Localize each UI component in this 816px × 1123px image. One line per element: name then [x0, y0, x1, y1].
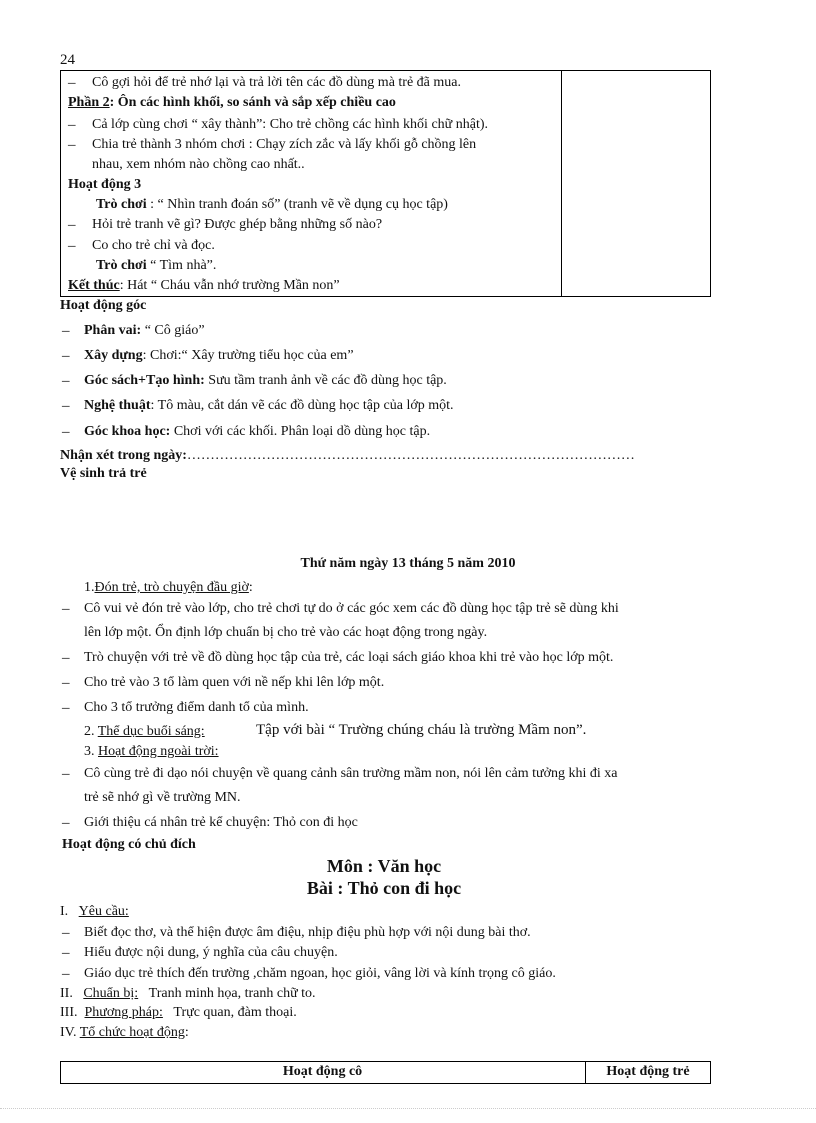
requirements-heading: I. Yêu cầu: [60, 904, 129, 919]
method: III. Phương pháp: Trực quan, đàm thoại. [60, 1005, 297, 1020]
section-1-heading: 1.Đón trẻ, trò chuyện đầu giờ: [84, 580, 253, 595]
day-title: Thứ năm ngày 13 tháng 5 năm 2010 [300, 556, 516, 571]
section-1-item-1: Cô vui vẻ đón trẻ vào lớp, cho trẻ chơi tự do ở các góc xem các đồ dùng học tập trẻ sẽ dùng khi [84, 601, 619, 616]
hygiene: Vệ sinh trả trẻ [60, 466, 147, 481]
section-2-heading: 2. Thể dục buổi sáng: [84, 724, 205, 739]
table-row-3b: nhau, xem nhóm nào chồng cao nhất.. [92, 157, 305, 172]
bottom-table-col-children: Hoạt động trẻ [606, 1064, 690, 1079]
corner-item-building: Xây dựng: Chơi:“ Xây trường tiểu học của em” [84, 348, 354, 363]
table-row-2: Cả lớp cùng chơi “ xây thành”: Cho trẻ chồng các hình khối chữ nhật). [92, 117, 489, 132]
table-row-3: Chia trẻ thành 3 nhóm chơi : Chạy zích zắc và lấy khối gỗ chồng lên [92, 137, 477, 152]
requirement-2: Hiểu được nội dung, ý nghĩa của câu chuyện. [84, 945, 338, 960]
preparation: II. Chuẩn bị: Tranh minh họa, tranh chữ to. [60, 986, 316, 1001]
game-1: Trò chơi : “ Nhìn tranh đoán số” (tranh vẽ về dụng cụ học tập) [96, 197, 448, 212]
section-1-item-2: Trò chuyện với trẻ về đồ dùng học tập của trẻ, các loại sách giáo khoa khi trẻ vào học lớp một. [84, 650, 614, 665]
top-table-divider [561, 70, 562, 296]
organization: IV. Tổ chức hoạt động: [60, 1025, 189, 1040]
corner-item-science: Góc khoa học: Chơi với các khối. Phân loại dồ dùng học tập. [84, 424, 431, 439]
focused-activity-title: Hoạt động có chủ đích [62, 837, 196, 852]
lesson-title: Bài : Thỏ con đi học [306, 878, 462, 898]
section-3-item-1b: trẻ sẽ nhớ gì về trường MN. [84, 790, 241, 805]
section-1-item-4: Cho 3 tổ trưởng điểm danh tổ của mình. [84, 700, 309, 715]
section-2-text: Tập với bài “ Trường chúng cháu là trường Mầm non”. [256, 722, 587, 738]
section-3-item-1: Cô cùng trẻ đi dạo nói chuyện về quang cảnh sân trường mầm non, nói lên cảm tưởng khi đi xa [84, 766, 618, 781]
table-row-1: Cô gợi hỏi để trẻ nhớ lại và trả lời tên các đồ dùng mà trẻ đã mua. [92, 75, 461, 90]
section-3-item-2: Giới thiệu cá nhân trẻ kể chuyện: Thỏ con đi học [84, 815, 358, 830]
corner-item-role-play: Phân vai: “ Cô giáo” [84, 323, 205, 338]
daily-remarks: Nhận xét trong ngày:…………………………………………………………………………………… [60, 448, 635, 463]
page-footer-rule [0, 1108, 816, 1109]
activity-3-heading: Hoạt động 3 [68, 177, 142, 192]
ending: Kết thúc: Hát “ Cháu vẫn nhớ trường Mần non” [68, 278, 340, 293]
section-1-item-1b: lên lớp một. Ổn định lớp chuẩn bị cho trẻ vào các hoạt động trong ngày. [84, 625, 488, 640]
section-3-heading: 3. Hoạt động ngoài trời: [84, 744, 219, 759]
section-1-item-3: Cho trẻ vào 3 tổ làm quen với nề nếp khi lên lớp một. [84, 675, 385, 690]
page-number: 24 [60, 52, 75, 68]
corner-item-books: Góc sách+Tạo hình: Sưu tầm tranh ảnh về các đồ dùng học tập. [84, 373, 447, 388]
corner-item-art: Nghệ thuật: Tô màu, cắt dán vẽ các đồ dùng học tập của lớp một. [84, 398, 454, 413]
subject-title: Môn : Văn học [326, 856, 442, 876]
bottom-table-col-teacher: Hoạt động cô [282, 1064, 363, 1079]
table-row-4: Hỏi trẻ tranh vẽ gì? Được ghép bằng những số nào? [92, 217, 383, 232]
game-2: Trò chơi “ Tìm nhà”. [96, 258, 217, 273]
requirement-1: Biết đọc thơ, và thể hiện được âm điệu, nhịp điệu phù hợp với nội dung bài thơ. [84, 925, 531, 940]
corner-activity-title: Hoạt động góc [60, 298, 147, 313]
page: 24 – Cô gợi hỏi để trẻ nhớ lại và trả lời tên các đồ dùng mà trẻ đã mua. Phần 2: Ôn các hình khối, so sánh và sắp xếp chiều cao – Cả lớp cùng chơi “ xây thành”: Cho trẻ chồng các hình khối chữ nhật). – Chia trẻ thành 3 nhóm chơi : Chạy zích zắc và lấy khối gỗ chồng lên nhau, xem nhóm nào chồng cao nhất.. Hoạt động 3 Trò chơi : “ Nhìn tranh đoán số” (tranh vẽ về dụng cụ học tập) – Hỏi trẻ tranh vẽ gì? Được ghép bằng những số nào? – Co cho trẻ chỉ và đọc. Trò chơi “ Tìm nhà”. Kết thúc: Hát “ Cháu vẫn nhớ trường Mần non” Hoạt động góc – Phân vai: “ Cô giáo” – Xây dựng: Chơi:“ Xây trường tiểu học của em” – Góc sách+Tạo hình: Sưu tầm tranh ảnh về các đồ dùng học tập. – Nghệ thuật: Tô màu, cắt dán vẽ các đồ dùng học tập của lớp một. – Góc khoa học: Chơi với các khối. Phân loại dồ dùng học tập. Nhận xét trong ngày:…………………………………………………………………………………… Vệ sinh trả trẻ Thứ năm ngày 13 tháng 5 năm 2010 1.Đón trẻ, trò chuyện đầu giờ: – Cô vui vẻ đón trẻ vào lớp, cho trẻ chơi tự do ở các góc xem các đồ dùng học tập trẻ sẽ dùng khi lên lớp một. Ổn định lớp chuẩn bị cho trẻ vào các hoạt động trong ngày. – Trò chuyện với trẻ về đồ dùng học tập của trẻ, các loại sách giáo khoa khi trẻ vào học lớp một. – Cho trẻ vào 3 tổ làm quen với nề nếp khi lên lớp một. – Cho 3 tổ trưởng điểm danh tổ của mình. 2. Thể dục buổi sáng: Tập với bài “ Trường chúng cháu là trường Mầm non”. 3. Hoạt động ngoài trời: – Cô cùng trẻ đi dạo nói chuyện về quang cảnh sân trường mầm non, nói lên cảm tưởng khi đi xa trẻ sẽ nhớ gì về trường MN. – Giới thiệu cá nhân trẻ kể chuyện: Thỏ con đi học Hoạt động có chủ đích Môn : Văn học Bài : Thỏ con đi học I. Yêu cầu: – Biết đọc thơ, và thể hiện được âm điệu, nhịp điệu phù hợp với nội dung bài thơ. – Hiểu được nội dung, ý nghĩa của câu chuyện. – Giáo dục trẻ thích đến trường ,chăm ngoan, học giỏi, vâng lời và kính trọng cô giáo. II. Chuẩn bị: Tranh minh họa, tranh chữ to. III. Phương pháp: Trực quan, đàm thoại. IV. Tổ chức hoạt động: Hoạt động cô Hoạt động trẻ [0, 0, 816, 1123]
requirement-3: Giáo dục trẻ thích đến trường ,chăm ngoan, học giỏi, vâng lời và kính trọng cô giáo. [84, 966, 556, 981]
part2-heading: Phần 2: Ôn các hình khối, so sánh và sắp xếp chiều cao [68, 95, 396, 110]
table-row-5: Co cho trẻ chỉ và đọc. [92, 238, 215, 253]
